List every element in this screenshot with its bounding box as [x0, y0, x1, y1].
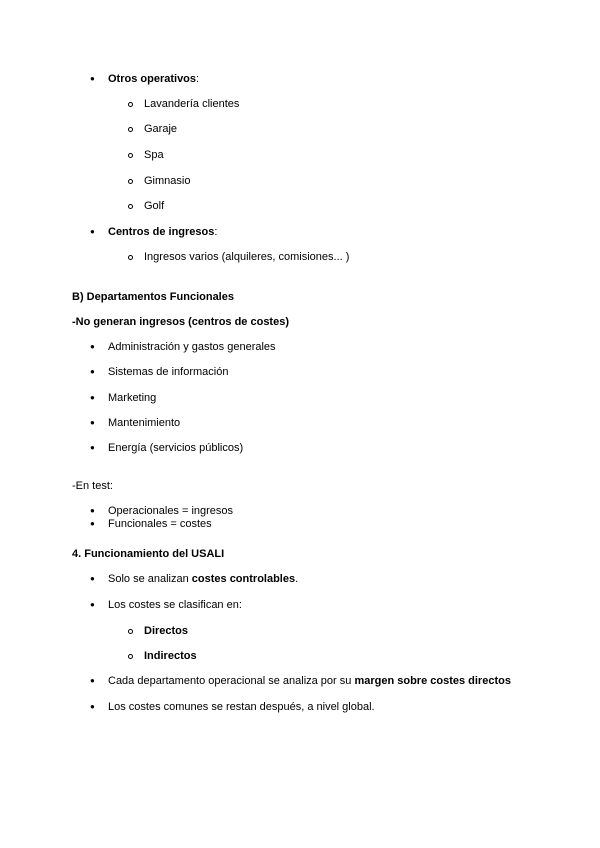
bullet-icon: ●	[90, 367, 95, 376]
bullet-icon: ●	[90, 506, 95, 515]
bullet-icon: ●	[90, 676, 95, 685]
list-item: Golf	[144, 200, 165, 212]
list-item: Los costes comunes se restan después, a nivel global.	[108, 701, 375, 713]
colon: :	[196, 73, 200, 85]
emphasis-text: costes controlables	[191, 573, 296, 585]
circle-bullet-icon	[128, 204, 133, 209]
bullet-icon: ●	[90, 600, 95, 609]
bullet-icon: ●	[90, 227, 95, 236]
bullet-icon: ●	[90, 393, 95, 402]
circle-bullet-icon	[128, 179, 133, 184]
circle-bullet-icon	[128, 153, 133, 158]
colon: :	[214, 226, 218, 238]
list-item: Sistemas de información	[108, 366, 229, 378]
list-item: Funcionales = costes	[108, 518, 212, 530]
list-item: Mantenimiento	[108, 417, 181, 429]
bullet-icon: ●	[90, 74, 95, 83]
circle-bullet-icon	[128, 255, 133, 260]
list-item-otros-operativos	[108, 72, 199, 86]
bullet-icon: ●	[90, 342, 95, 351]
bullet-icon: ●	[90, 443, 95, 452]
label-centros-ingresos: Centros de ingresos	[108, 226, 215, 238]
list-item: Garaje	[144, 123, 178, 135]
list-item: Spa	[144, 149, 164, 161]
list-item: Indirectos	[144, 650, 197, 662]
list-item: Directos	[144, 625, 189, 637]
text: .	[295, 573, 299, 585]
section-heading-usali: 4. Funcionamiento del USALI	[72, 548, 225, 560]
list-item: Marketing	[108, 392, 157, 404]
bullet-icon: ●	[90, 519, 95, 528]
label-en-test: -En test:	[72, 480, 113, 492]
list-item: Lavandería clientes	[144, 98, 240, 110]
circle-bullet-icon	[128, 654, 133, 659]
list-item-margen	[108, 674, 511, 688]
emphasis-text: margen sobre costes directos	[354, 675, 511, 687]
list-item: Energía (servicios públicos)	[108, 442, 244, 454]
circle-bullet-icon	[128, 629, 133, 634]
list-item-centros-ingresos	[108, 225, 217, 239]
circle-bullet-icon	[128, 127, 133, 132]
bullet-icon: ●	[90, 418, 95, 427]
text: Solo se analizan	[108, 573, 192, 585]
list-item: Los costes se clasifican en:	[108, 599, 242, 611]
text: Cada departamento operacional se analiza por su	[108, 675, 355, 687]
bullet-icon: ●	[90, 702, 95, 711]
list-item: Ingresos varios (alquileres, comisiones... )	[144, 251, 350, 263]
section-heading-funcionales: B) Departamentos Funcionales	[72, 291, 234, 303]
list-item-costes-controlables	[108, 572, 298, 586]
list-item: Operacionales = ingresos	[108, 505, 234, 517]
subheading-no-generan: -No generan ingresos (centros de costes)	[72, 316, 289, 328]
bullet-icon: ●	[90, 574, 95, 583]
label-otros-operativos: Otros operativos	[108, 73, 197, 85]
circle-bullet-icon	[128, 102, 133, 107]
list-item: Gimnasio	[144, 175, 191, 187]
list-item: Administración y gastos generales	[108, 341, 276, 353]
